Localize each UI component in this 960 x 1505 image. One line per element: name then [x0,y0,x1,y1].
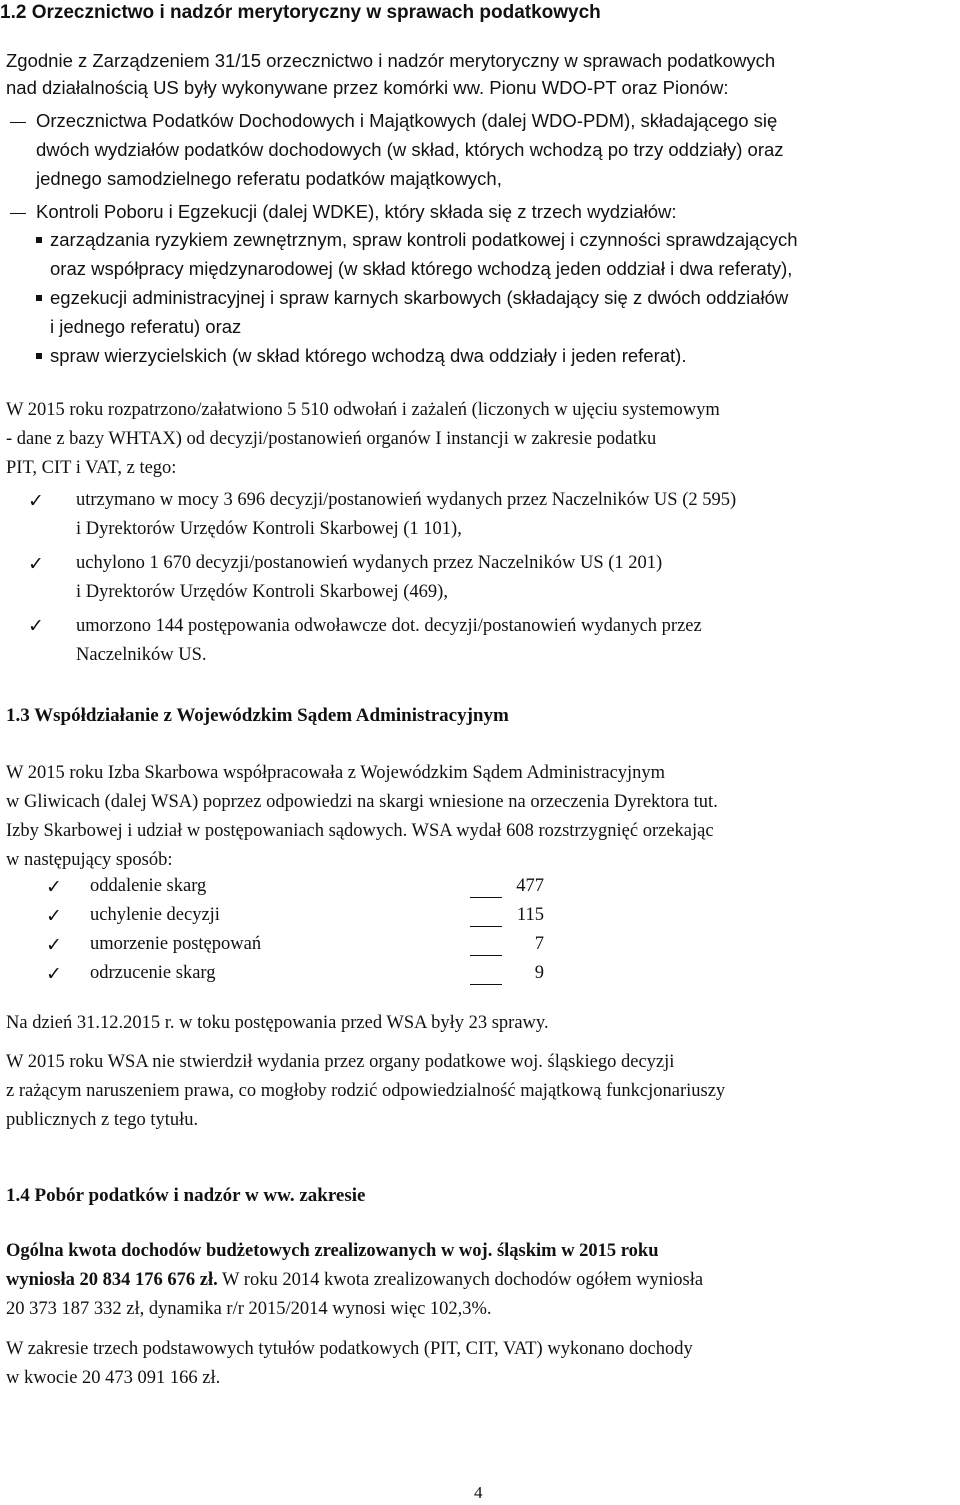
intro-line-1: Zgodnie z Zarządzeniem 31/15 orzecznictwo i nadzór merytoryczny w sprawach podatkowych [6,50,776,71]
wsa-paragraph-line-3: Izby Skarbowej i udział w postępowaniach sądowych. WSA wydał 608 rozstrzygnięć orzekając [6,821,714,841]
verdict-count: 115 [516,905,544,925]
sub-item-3: spraw wierzycielskich (w skład którego wchodzą dwa oddziały i jeden referat). [50,345,687,366]
intro-line-2: nad działalnością US były wykonywane przez komórki ww. Pionu WDO-PT oraz Pionów: [6,77,729,98]
wsa-paragraph-line-4: w następujący sposób: [6,850,173,870]
dash-item-1-line-3: jednego samodzielnego referatu podatków majątkowych, [36,168,502,189]
checkmark-icon: ✓ [46,963,62,985]
tax-titles-line-2: w kwocie 20 473 091 166 zł. [6,1368,221,1388]
revenue-bold-line-1: Ogólna kwota dochodów budżetowych zrealizowanych w woj. śląskim w 2015 roku [6,1241,659,1261]
check-item-2-line-1: uchylono 1 670 decyzji/postanowień wydanych przez Naczelników US (1 201) [76,553,663,573]
square-bullet [36,237,42,243]
wsa-final-line-3: publicznych z tego tytułu. [6,1110,199,1130]
revenue-line-2 [6,1270,703,1291]
page-number: 4 [474,1483,483,1502]
checkmark-icon: ✓ [28,615,44,637]
tax-titles-line-1: W zakresie trzech podstawowych tytułów podatkowych (PIT, CIT, VAT) wykonano dochody [6,1339,693,1359]
dash-item-1-line-1: Orzecznictwa Podatków Dochodowych i Majątkowych (dalej WDO-PDM), składającego się [36,110,778,131]
revenue-total-2015: wyniosła 20 834 176 676 zł. [6,1270,218,1290]
leader-dash [470,984,502,985]
checkmark-icon: ✓ [28,553,44,575]
checkmark-icon: ✓ [46,934,62,956]
revenue-line-3: 20 373 187 332 zł, dynamika r/r 2015/2014 wynosi więc 102,3%. [6,1299,492,1319]
paragraph-line-3: PIT, CIT i VAT, z tego: [6,458,177,478]
checkmark-icon: ✓ [46,876,62,898]
check-item-3-line-2: Naczelników US. [76,645,207,665]
check-item-2-line-2: i Dyrektorów Urzędów Kontroli Skarbowej (469), [76,582,448,602]
sub-item-2-line-2: i jednego referatu) oraz [50,316,242,337]
section-heading-1-3: 1.3 Współdziałanie z Wojewódzkim Sądem Administracyjnym [6,705,509,726]
wsa-paragraph-line-2: w Gliwicach (dalej WSA) poprzez odpowiedzi na skargi wniesione na orzeczenia Dyrektora tut. [6,792,718,812]
check-item-1-line-2: i Dyrektorów Urzędów Kontroli Skarbowej (1 101), [76,519,462,539]
square-bullet [36,295,42,301]
checkmark-icon: ✓ [46,905,62,927]
section-heading-1-4: 1.4 Pobór podatków i nadzór w ww. zakresie [6,1185,366,1206]
sub-item-2-line-1: egzekucji administracyjnej i spraw karnych skarbowych (składający się z dwóch oddziałów [50,287,789,308]
leader-dash [470,955,502,956]
paragraph-line-2: - dane z bazy WHTAX) od decyzji/postanowień organów I instancji w zakresie podatku [6,429,657,449]
wsa-paragraph-line-1: W 2015 roku Izba Skarbowa współpracowała z Wojewódzkim Sądem Administracyjnym [6,763,666,783]
paragraph-line-1: W 2015 roku rozpatrzono/załatwiono 5 510 odwołań i zażaleń (liczonych w ujęciu systemowym [6,400,720,420]
verdict-label: umorzenie postępowań [90,934,262,954]
dash-bullet [10,122,26,123]
dash-bullet [10,213,26,214]
pending-cases-text: Na dzień 31.12.2015 r. w toku postępowania przed WSA były 23 sprawy. [6,1013,549,1033]
verdict-count: 7 [534,934,544,954]
verdict-count: 477 [516,876,544,896]
section-heading-1-2: 1.2 Orzecznictwo i nadzór merytoryczny w sprawach podatkowych [0,2,601,23]
sub-item-1-line-2: oraz współpracy międzynarodowej (w skład którego wchodzą jeden oddział i dwa referaty), [50,258,793,279]
checkmark-icon: ✓ [28,490,44,512]
square-bullet [36,353,42,359]
revenue-2014-text: W roku 2014 kwota zrealizowanych dochodów ogółem wyniosła [217,1270,704,1290]
check-item-1-line-1: utrzymano w mocy 3 696 decyzji/postanowień wydanych przez Naczelników US (2 595) [76,490,737,510]
verdict-label: odrzucenie skarg [90,963,216,983]
wsa-final-line-2: z rażącym naruszeniem prawa, co mogłoby rodzić odpowiedzialność majątkową funkcjonariuszy [6,1081,726,1101]
verdict-label: oddalenie skarg [90,876,207,896]
verdict-count: 9 [534,963,544,983]
check-item-3-line-1: umorzono 144 postępowania odwoławcze dot. decyzji/postanowień wydanych przez [76,616,702,636]
sub-item-1-line-1: zarządzania ryzykiem zewnętrznym, spraw kontroli podatkowej i czynności sprawdzających [50,229,798,250]
leader-dash [470,897,502,898]
dash-item-2: Kontroli Poboru i Egzekucji (dalej WDKE), który składa się z trzech wydziałów: [36,201,677,222]
leader-dash [470,926,502,927]
wsa-final-line-1: W 2015 roku WSA nie stwierdził wydania przez organy podatkowe woj. śląskiego decyzji [6,1052,675,1072]
dash-item-1-line-2: dwóch wydziałów podatków dochodowych (w skład, których wchodzą po trzy oddziały) oraz [36,139,784,160]
verdict-label: uchylenie decyzji [90,905,220,925]
